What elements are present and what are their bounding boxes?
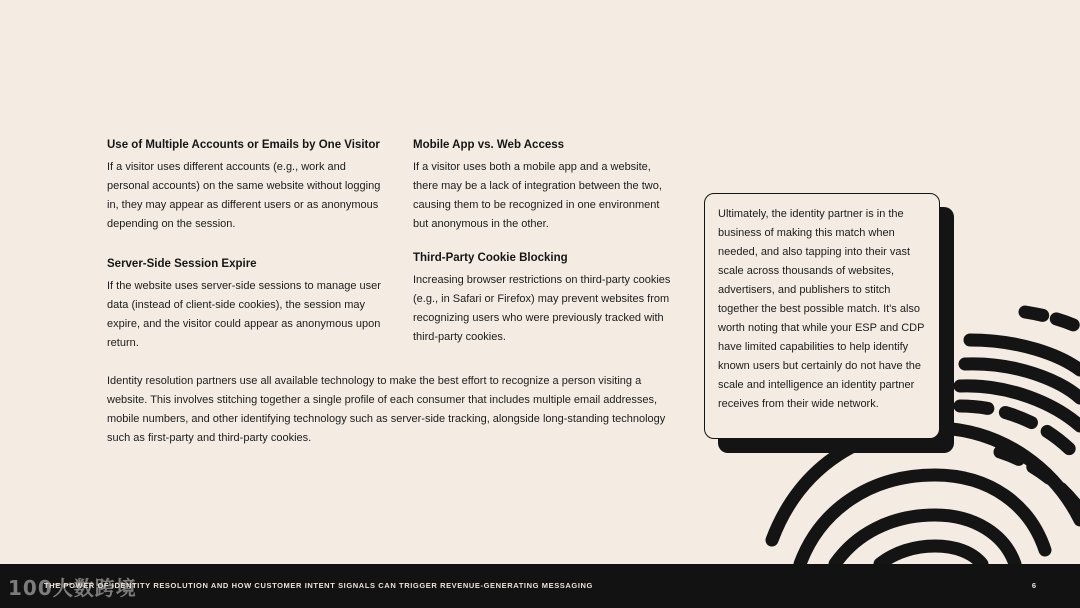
page-number: 6 (1031, 581, 1036, 590)
summary-paragraph: Identity resolution partners use all available technology to make the best effort to recognize a person visiting a website. This involves stitching together a single profile of each consumer that includes multiple email addresses, mobile numbers, and other identifying technology such as server-side tracking, alongside long-standing technology such as first-party and third-party cookies. (107, 375, 666, 444)
watermark: 100大数跨境 (8, 576, 137, 600)
section-body: If a visitor uses both a mobile app and a website, there may be a lack of integration between the two, causing them to be recognized in one environment but anonymous in the other. (413, 161, 662, 230)
section-third-party-cookie (413, 251, 675, 347)
section-mobile-vs-web (413, 138, 675, 234)
footer-bar (0, 564, 1080, 608)
section-server-side-session (107, 257, 387, 353)
section-heading: Mobile App vs. Web Access (413, 139, 565, 151)
section-heading: Third-Party Cookie Blocking (413, 252, 568, 264)
section-heading: Server-Side Session Expire (107, 258, 257, 270)
section-multiple-accounts (107, 138, 387, 234)
section-body: Increasing browser restrictions on third-party cookies (e.g., in Safari or Firefox) may prevent websites from recognizing users who were previously tracked with third-party cookies. (413, 274, 671, 343)
section-heading: Use of Multiple Accounts or Emails by One Visitor (107, 139, 380, 151)
section-body: If a visitor uses different accounts (e.g., work and personal accounts) on the same website without logging in, they may appear as different users or as anonymous depending on the session. (107, 161, 381, 230)
callout-box: Ultimately, the identity partner is in the business of making this match when needed, and also tapping into their vast scale across thousands of websites, advertisers, and publishers to stitch together the best possible match. It's also worth noting that while your ESP and CDP have limited capabilities to help identify known users but certainly do not have the scale and intelligence an identity partner receives from their wide network. (704, 193, 940, 439)
section-body: If the website uses server-side sessions to manage user data (instead of client-side cookies), the session may expire, and the visitor could appear as anonymous upon return. (107, 280, 381, 349)
footer-title: THE POWER OF IDENTITY RESOLUTION AND HOW CUSTOMER INTENT SIGNALS CAN TRIGGER REVENUE-GENERATING MESSAGING (44, 581, 593, 590)
